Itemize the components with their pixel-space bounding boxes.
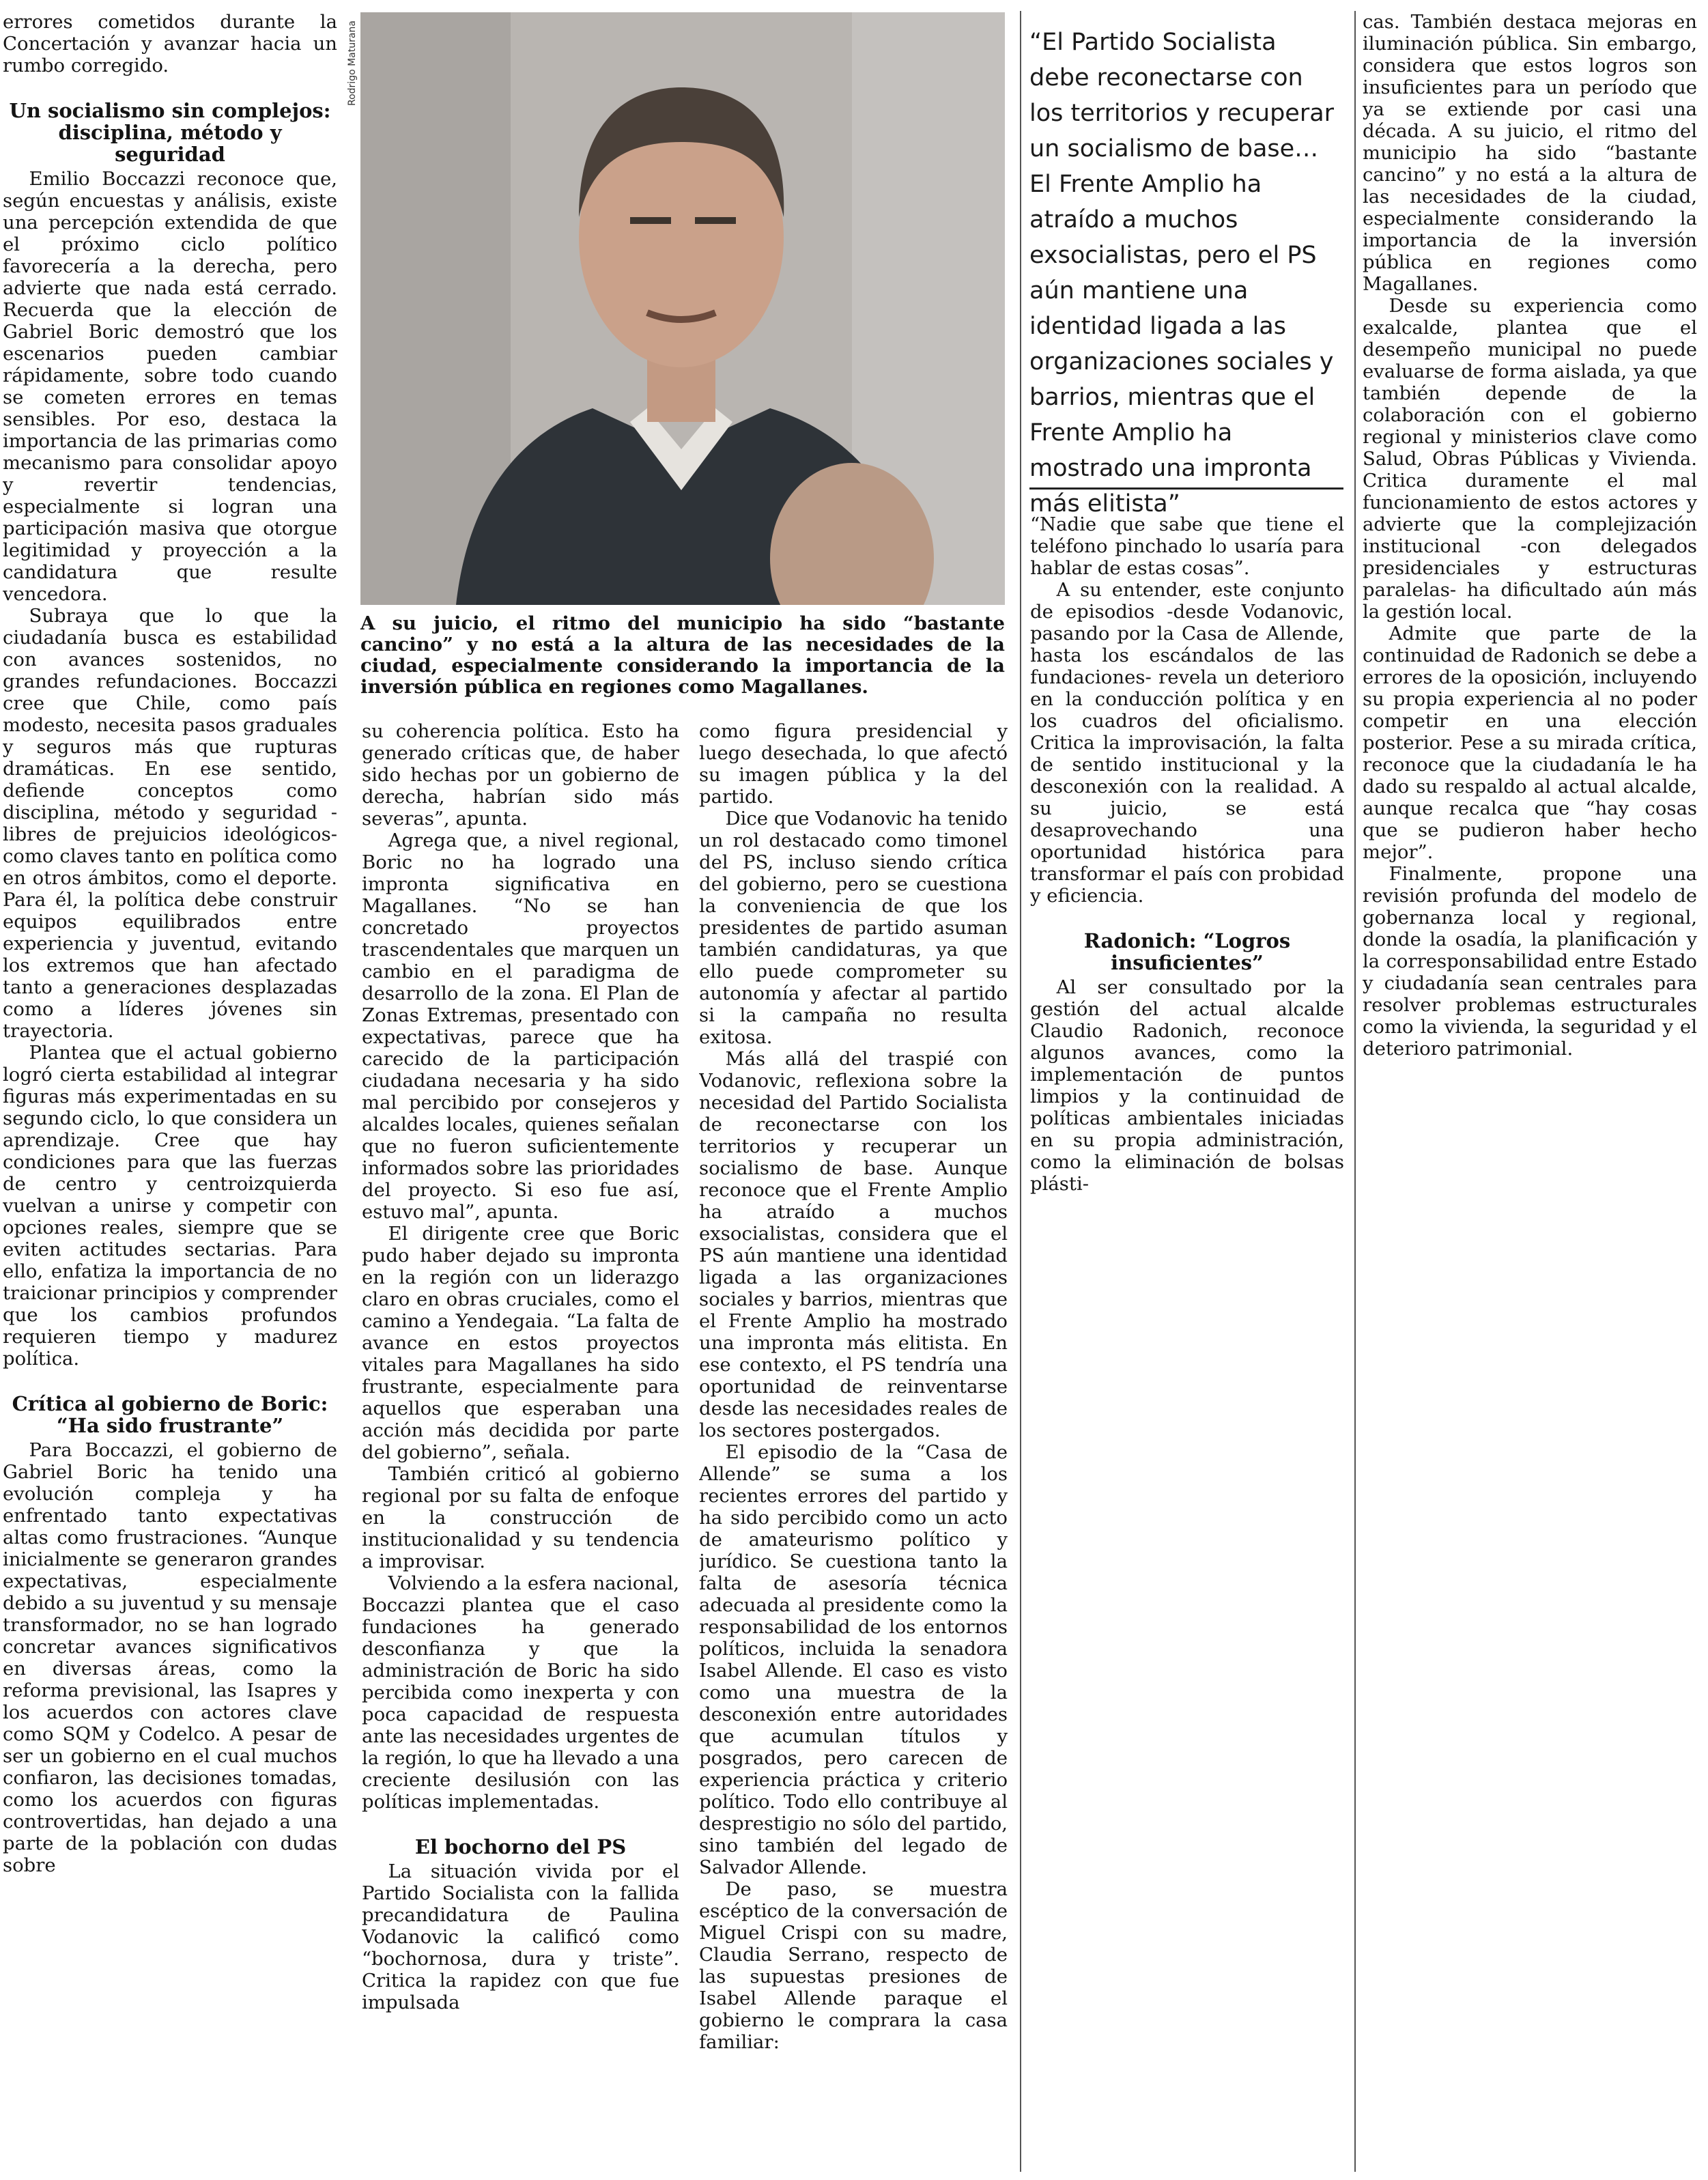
paragraph: “Nadie que sabe que tiene el teléfono pinchado lo usaría para hablar de estas cosas”. — [1030, 513, 1344, 579]
paragraph: La situación vivida por el Partido Socialista con la fallida precandidatura de Paulina Vodanovic la calificó como “bochornosa, dura y triste”. Critica la rapidez con que fue impulsada — [362, 1860, 679, 2013]
article-column-5 — [1363, 11, 1697, 2170]
subheading: Un socialismo sin complejos: disciplina, método y seguridad — [9, 99, 331, 166]
article-column-3 — [699, 720, 1008, 2170]
pull-quote-rule — [1029, 487, 1343, 490]
paragraph: Agrega que, a nivel regional, Boric no ha logrado una impronta significativa en Magallanes. “No se han concretado proyectos trascendentales que marquen un cambio en el paradigma de desarrollo de la zona. El Plan de Zonas Extremas, presentado con expectativas, parece que ha carecido de la participación ciudadana necesaria y ha sido mal percibido por consejeros y alcaldes locales, quienes señalan que no fueron suficientemente informados sobre las prioridades del proyecto. Si eso fue así, estuvo mal”, apunta. — [362, 830, 679, 1223]
column-divider — [1354, 11, 1356, 2172]
column-divider — [1020, 11, 1021, 2172]
paragraph: El episodio de la “Casa de Allende” se suma a los recientes errores del partido y ha sido percibido como un acto de amateurismo político y jurídico. Se cuestiona tanto la falta de asesoría técnica adecuada al presidente como la responsabilidad de los entornos políticos, incluida la senadora Isabel Allende. El caso es visto como una muestra de la desconexión entre autoridades que acumulan títulos y posgrados, pero carecen de experiencia práctica y criterio político. Todo ello contribuye al desprestigio no sólo del partido, sino también del legado de Salvador Allende. — [699, 1441, 1008, 1878]
paragraph: errores cometidos durante la Concertación y avanzar hacia un rumbo corregido. — [3, 11, 337, 76]
pull-quote: “El Partido Socialista debe reconectarse con los territorios y recuperar un socialismo de base… El Frente Amplio ha atraído a muchos exsocialistas, pero el PS aún mantiene una identidad ligada a las organizaciones sociales y barrios, mientras que el Frente Amplio ha mostrado una impronta más elitista” — [1029, 29, 1335, 518]
paragraph: Dice que Vodanovic ha tenido un rol destacado como timonel del PS, incluso siendo crítica del gobierno, pero se cuestiona la conveniencia de que los presidentes de partido asuman también candidaturas, ya que ello puede comprometer su autonomía y afectar al partido si la campaña no resulta exitosa. — [699, 808, 1008, 1048]
paragraph: A su entender, este conjunto de episodios -desde Vodanovic, pasando por la Casa de Allende, hasta los escándalos de las fundaciones- revela un deterioro en la conducción política y en los cuadros del oficialismo. Critica la improvisación, la falta de sentido institucional y la desconexión con la realidad. A su juicio, se está desaprovechando una oportunidad histórica para transformar el país con probidad y eficiencia. — [1030, 579, 1344, 907]
article-column-2 — [362, 720, 679, 2170]
paragraph: Al ser consultado por la gestión del actual alcalde Claudio Radonich, reconoce algunos avances, como la implementación de puntos limpios y la continuidad de políticas ambientales iniciadas en su propia administración, como la eliminación de bolsas plásti- — [1030, 976, 1344, 1195]
portrait-photo — [360, 12, 1005, 605]
paragraph: De paso, se muestra escéptico de la conversación de Miguel Crispi con su madre, Claudia Serrano, respecto de las supuestas presiones de Isabel Allende paraque el gobierno le comprara la casa familiar: — [699, 1878, 1008, 2053]
article-column-1 — [3, 11, 337, 2170]
paragraph: Plantea que el actual gobierno logró cierta estabilidad al integrar figuras más experimentadas en su segundo ciclo, lo que considera un aprendizaje. Cree que hay condiciones para que las fuerzas de centro y centroizquierda vuelvan a unirse y competir con opciones reales, siempre que se eviten actitudes sectarias. Para ello, enfatiza la importancia de no traicionar principios y comprender que los cambios profundos requieren tiempo y madurez política. — [3, 1042, 337, 1370]
paragraph: Para Boccazzi, el gobierno de Gabriel Boric ha tenido una evolución compleja y ha enfrentado tanto expectativas altas como frustraciones. “Aunque inicialmente se generaron grandes expectativas, especialmente debido a su juventud y su mensaje transformador, no se han logrado concretar avances significativos en diversas áreas, como la reforma previsional, las Isapres y los acuerdos con actores clave como SQM y Codelco. A pesar de ser un gobierno en el cual muchos confiaron, las decisiones tomadas, como los acuerdos con figuras controvertidas, han dejado a una parte de la población con dudas sobre — [3, 1439, 337, 1876]
photo-credit: Rodrigo Maturana — [347, 20, 358, 106]
paragraph: El dirigente cree que Boric pudo haber dejado su impronta en la región con un liderazgo claro en obras cruciales, como el camino a Yendegaia. “La falta de avance en estos proyectos vitales para Magallanes ha sido frustrante, especialmente para aquellos que esperaban una acción más decidida por parte del gobierno”, señala. — [362, 1223, 679, 1463]
paragraph: como figura presidencial y luego desechada, lo que afectó su imagen pública y la del partido. — [699, 720, 1008, 808]
paragraph: su coherencia política. Esto ha generado críticas que, de haber sido hechas por un gobierno de derecha, habrían sido más severas”, apunta. — [362, 720, 679, 830]
paragraph: Finalmente, propone una revisión profunda del modelo de gobernanza local y regional, donde la osadía, la planificación y la corresponsabilidad entre Estado y ciudadanía sean centrales para resolver problemas estructurales como la vivienda, la seguridad y el deterioro patrimonial. — [1363, 863, 1697, 1060]
subheading: Crítica al gobierno de Boric: “Ha sido frustrante” — [12, 1392, 328, 1437]
portrait-illustration — [360, 12, 1005, 605]
paragraph: Más allá del traspié con Vodanovic, reflexiona sobre la necesidad del Partido Socialista de reconectarse con los territorios y recuperar un socialismo de base. Aunque reconoce que el Frente Amplio ha atraído a muchos exsocialistas, considera que el PS aún mantiene una identidad ligada a las organizaciones sociales y barrios, mientras que el Frente Amplio ha mostrado una impronta más elitista. En ese contexto, el PS tendría una oportunidad de reinventarse desde las necesidades reales de los sectores postergados. — [699, 1048, 1008, 1441]
photo-caption: A su juicio, el ritmo del municipio ha sido “bastante cancino” y no está a la altura de las necesidades de la ciudad, especialmente considerando la importancia de la inversión pública en regiones como Magallanes. — [360, 612, 1005, 698]
subheading: Radonich: “Logros insuficientes” — [1083, 929, 1291, 974]
subheading: El bochorno del PS — [414, 1835, 627, 1858]
paragraph: Subraya que lo que la ciudadanía busca es estabilidad con avances sostenidos, no grandes refundaciones. Boccazzi cree que Chile, como país modesto, necesita pasos graduales y seguros más que rupturas dramáticas. En ese sentido, defiende conceptos como disciplina, método y seguridad -libres de prejuicios ideológicos- como claves tanto en política como en otros ámbitos, como el deporte. Para él, la política debe construir equipos equilibrados entre experiencia y juventud, evitando los extremos que han afectado tanto a generaciones desplazadas como a líderes jóvenes sin trayectoria. — [3, 605, 337, 1042]
paragraph: Volviendo a la esfera nacional, Boccazzi plantea que el caso fundaciones ha generado desconfianza y que la administración de Boric ha sido percibida como inexperta y con poca capacidad de respuesta ante las necesidades urgentes de la región, lo que ha llevado a una creciente desilusión con las políticas implementadas. — [362, 1572, 679, 1813]
paragraph: Admite que parte de la continuidad de Radonich se debe a errores de la oposición, incluyendo su propia experiencia al no poder competir en una elección posterior. Pese a su mirada crítica, reconoce que la ciudadanía le ha dado su respaldo al actual alcalde, aunque recalca que “hay cosas que se pudieron haber hecho mejor”. — [1363, 623, 1697, 863]
paragraph: cas. También destaca mejoras en iluminación pública. Sin embargo, considera que estos logros son insuficientes para un período que ya se extiende por casi una década. A su juicio, el ritmo del municipio ha sido “bastante cancino” y no está a la altura de las necesidades de la ciudad, especialmente considerando la importancia de la inversión pública en regiones como Magallanes. — [1363, 11, 1697, 295]
paragraph: También criticó al gobierno regional por su falta de enfoque en la construcción de institucionalidad y su tendencia a improvisar. — [362, 1463, 679, 1572]
paragraph: Emilio Boccazzi reconoce que, según encuestas y análisis, existe una percepción extendida de que el próximo ciclo político favorecería a la derecha, pero advierte que nada está cerrado. Recuerda que la elección de Gabriel Boric demostró que los escenarios pueden cambiar rápidamente, sobre todo cuando se cometen errores en temas sensibles. Por eso, destaca la importancia de las primarias como mecanismo para consolidar apoyo y revertir tendencias, especialmente si logran una participación masiva que otorgue legitimidad y proyección a la candidatura que resulte vencedora. — [3, 168, 337, 605]
paragraph: Desde su experiencia como exalcalde, plantea que el desempeño municipal no puede evaluarse de forma aislada, ya que también depende de la colaboración con el gobierno regional y ministerios clave como Salud, Obras Públicas y Vivienda. Critica duramente el mal funcionamiento de estos actores y advierte que la complejización institucional -con delegados presidenciales y estructuras paralelas- ha dificultado aún más la gestión local. — [1363, 295, 1697, 623]
article-column-4 — [1030, 513, 1344, 2170]
